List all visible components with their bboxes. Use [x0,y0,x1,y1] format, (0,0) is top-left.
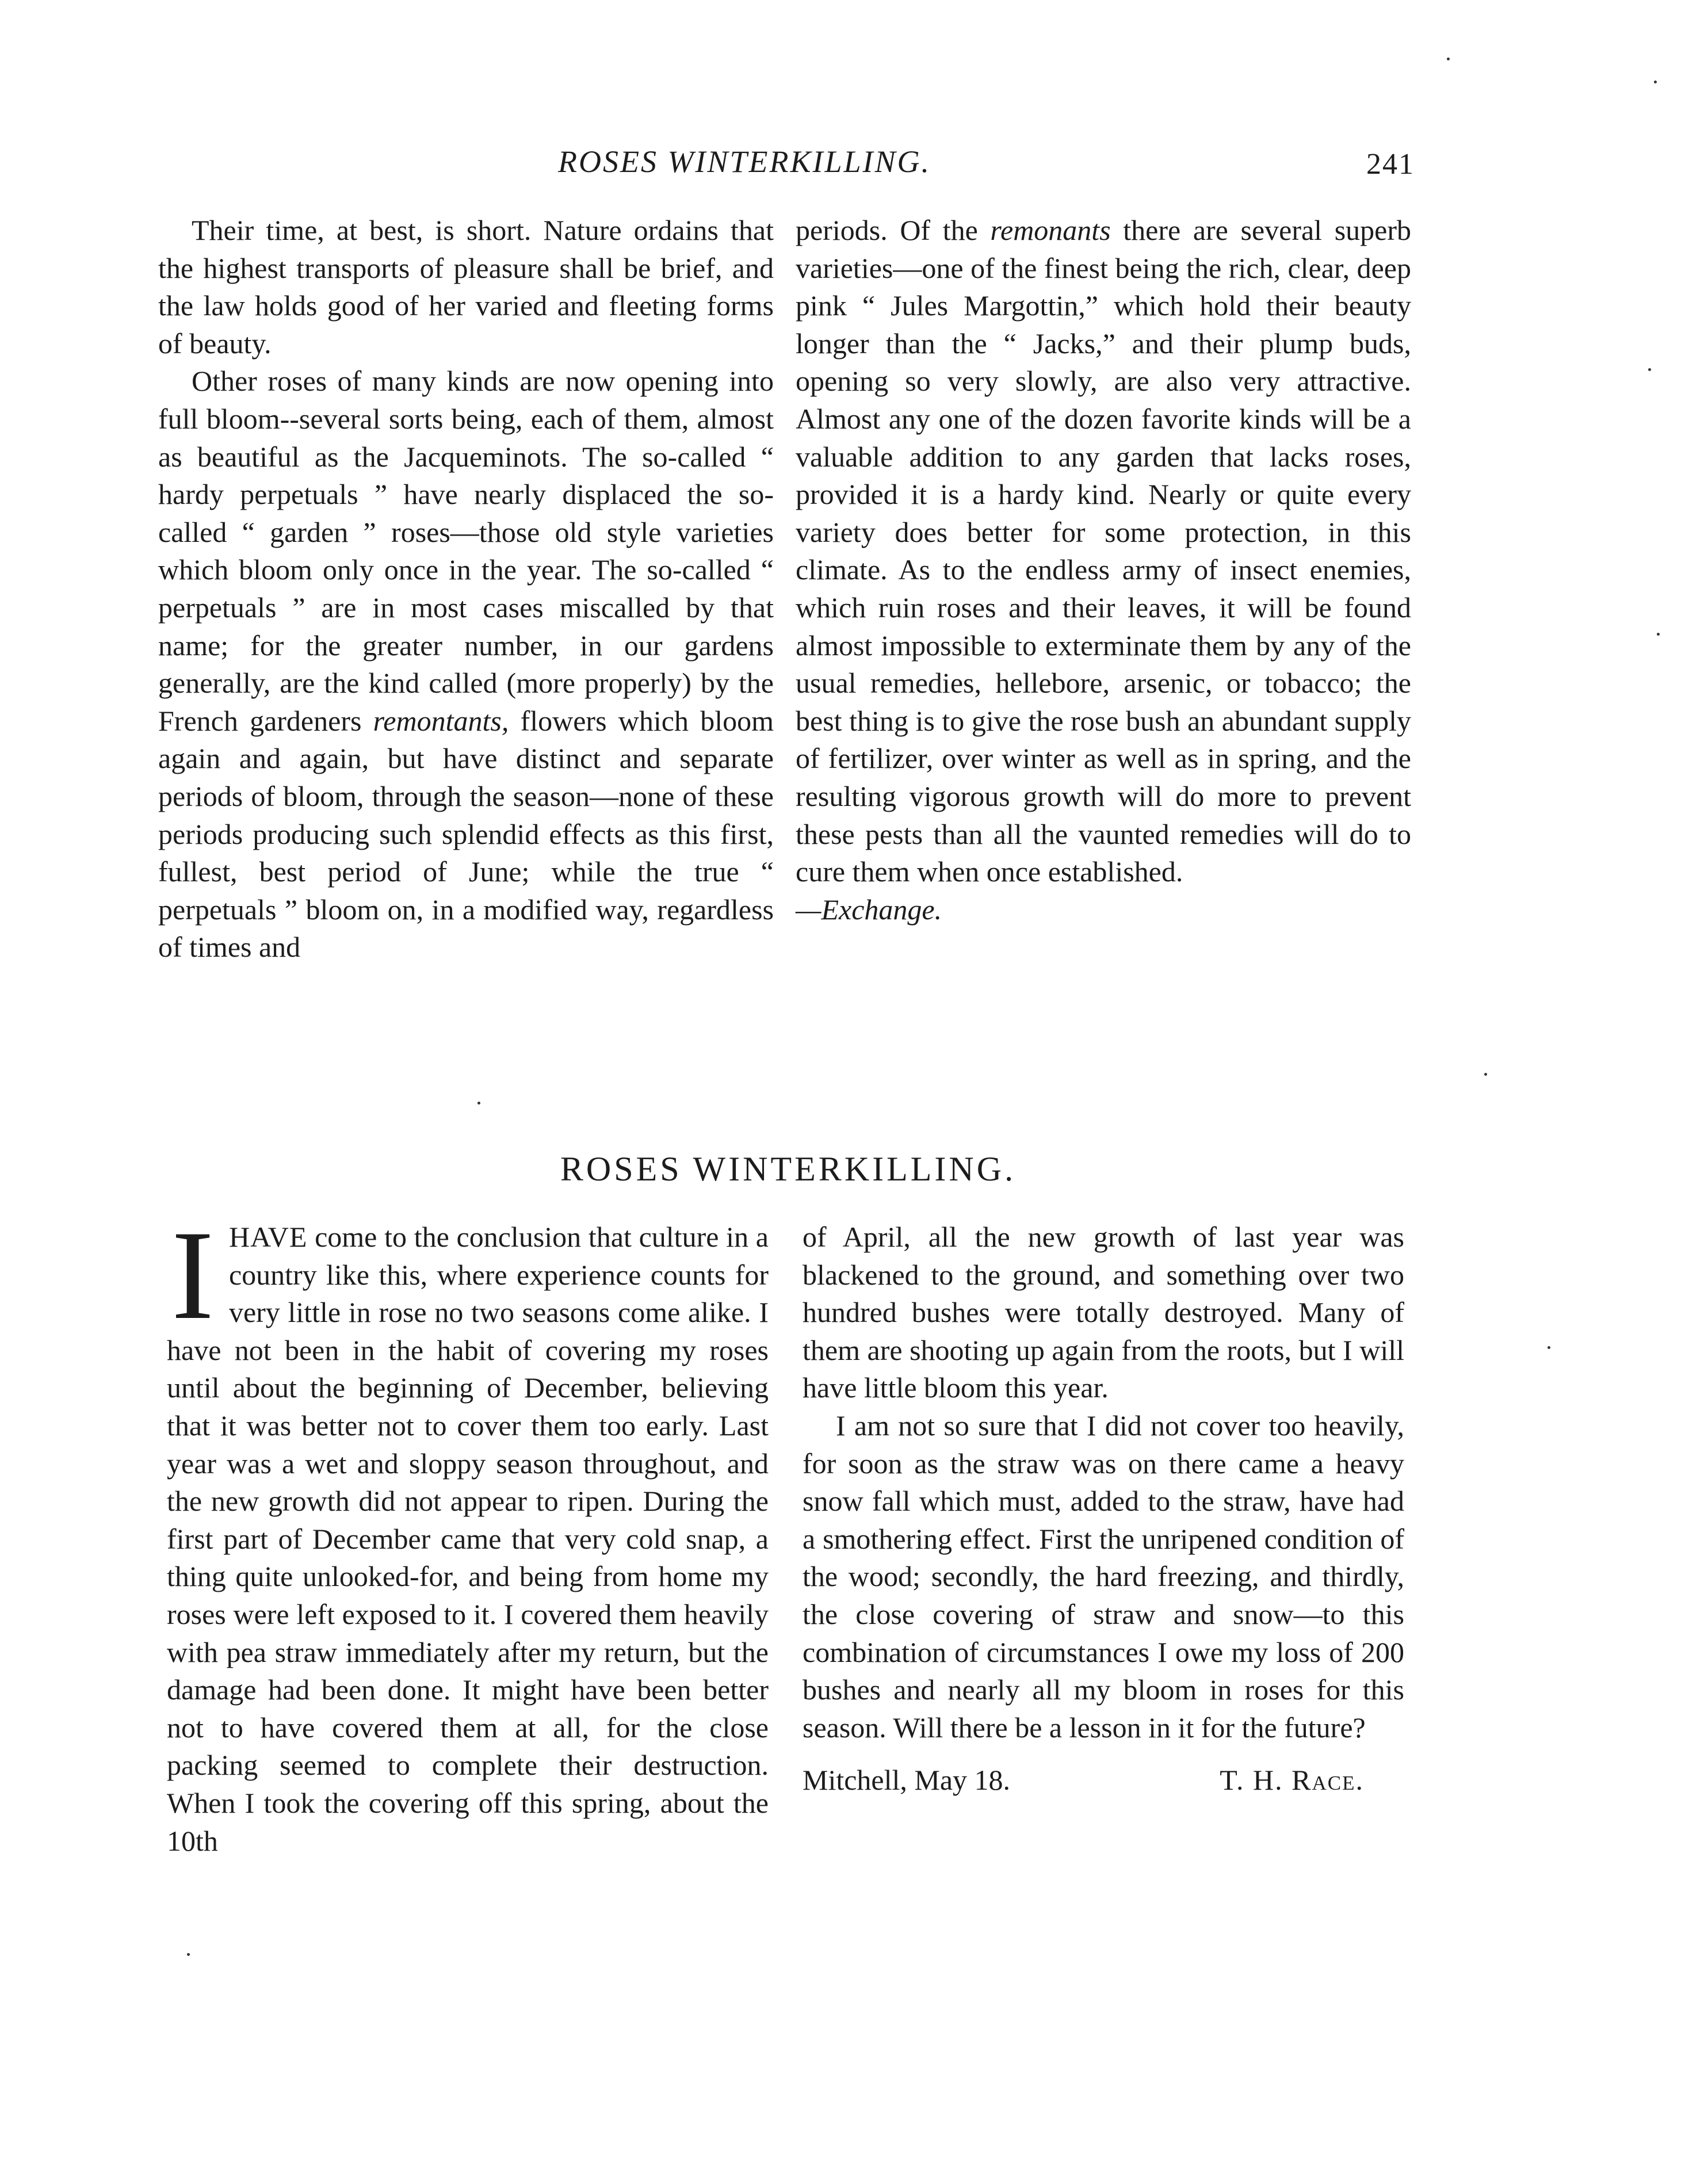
scan-speck [1648,368,1651,371]
italic-term: remonants [990,214,1111,246]
running-head: ROSES WINTERKILLING. [558,144,931,179]
source-attribution [796,891,1411,929]
source-name: —Exchange. [796,893,942,926]
article-title: ROSES WINTERKILLING. [560,1150,1017,1188]
paragraph-text: Other roses of many kinds are now opening into full bloom--several sorts being, each of them, almost as beautiful as the Jacqueminots. The so-called “ hardy perpetuals ” have nearly displaced the so-called “ garden ” roses—those old style varieties which bloom only once in the year. The so-called “ perpetuals ” are in most cases miscalled by that name; for the greater number, in our gardens generally, are the kind called (more properly) by the French gardeners [158,365,774,737]
upper-left-column [158,212,774,966]
lower-right-column [803,1218,1404,1799]
paragraph-text: flowers which bloom again and again, but have distinct and separate periods of bloom, through the season—none of these periods producing such splendid effects as this first, fullest, best period of June; while the true “ perpetuals ” bloom on, in a modified way, regardless of times and [158,704,774,964]
paragraph-text: there are several superb varieties—one of the finest being the rich, clear, deep pink “ Jules Margottin,” which hold their beauty longer than the “ Jacks,” and their plump buds, opening so very slowly, are also very attractive. Almost any one of the dozen favorite kinds will be a valuable addition to any garden that lacks roses, provided it is a hardy kind. Nearly or quite every variety does better for some protection, in this climate. As to the endless army of insect enemies, which ruin roses and their leaves, it will be found almost impossible to exterminate them by any of the usual remedies, hellebore, arsenic, or tobacco; the best thing is to give the rose bush an abundant supply of fertilizer, over winter as well as in spring, and the resulting vigorous growth will do more to prevent these pests than all the vaunted remedies will do to cure them when once established. [796,214,1411,888]
scan-speck [1654,81,1657,83]
author-signature: T. H. Race. [1220,1764,1364,1797]
signature-line [803,1761,1404,1799]
scan-speck [1657,633,1660,636]
scan-speck [1447,58,1450,60]
scan-speck [477,1102,480,1105]
scan-speck [1484,1073,1487,1076]
opening-word: HAVE [228,1221,308,1253]
scan-speck [1547,1346,1550,1349]
paragraph-text: periods. Of the [796,214,991,246]
page-number: 241 [1366,148,1415,181]
italic-term: remontants, [373,704,509,737]
paragraph: Their time, at best, is short. Nature ordains that the highest transports of pleasure shall be brief, and the law holds good of her varied and fleeting forms of beauty. [158,214,774,360]
place-date: Mitchell, May 18. [803,1764,1011,1797]
scan-speck [187,1953,190,1956]
paragraph [158,362,774,966]
paragraph: I am not so sure that I did not cover too heavily, for soon as the straw was on there came a heavy snow fall which must, added to the straw, have had a smothering effect. First the unripened condition of the wood; secondly, the hard freezing, and thirdly, the close covering of straw and snow—to this combination of circumstances I owe my loss of 200 bushes and nearly all my bloom in roses for this season. Will there be a lesson in it for the future? [803,1409,1404,1744]
upper-right-column [796,212,1411,928]
opening-paragraph [167,1205,769,1860]
drop-cap: I [171,1205,214,1346]
paragraph [796,212,1411,891]
paragraph: of April, all the new growth of last year was blackened to the ground, and something over two hundred bushes were totally destroyed. Many of them are shooting up again from the roots, but I will have little bloom this year. [803,1221,1404,1404]
paragraph-text: come to the conclusion that culture in a country like this, where experience counts for very little in rose no two seasons come alike. I have not been in the habit of covering my roses until about the beginning of December, believing that it was better not to cover them too early. Last year was a wet and sloppy season throughout, and the new growth did not appear to ripen. During the first part of December came that very cold snap, a thing quite unlooked-for, and being from home my roses were left exposed to it. I covered them heavily with pea straw immediately after my return, but the damage had been done. It might have been better not to have covered them at all, for the close packing seemed to complete their destruction. When I took the covering off this spring, about the 10th [167,1221,769,1857]
lower-left-column [167,1205,769,1860]
